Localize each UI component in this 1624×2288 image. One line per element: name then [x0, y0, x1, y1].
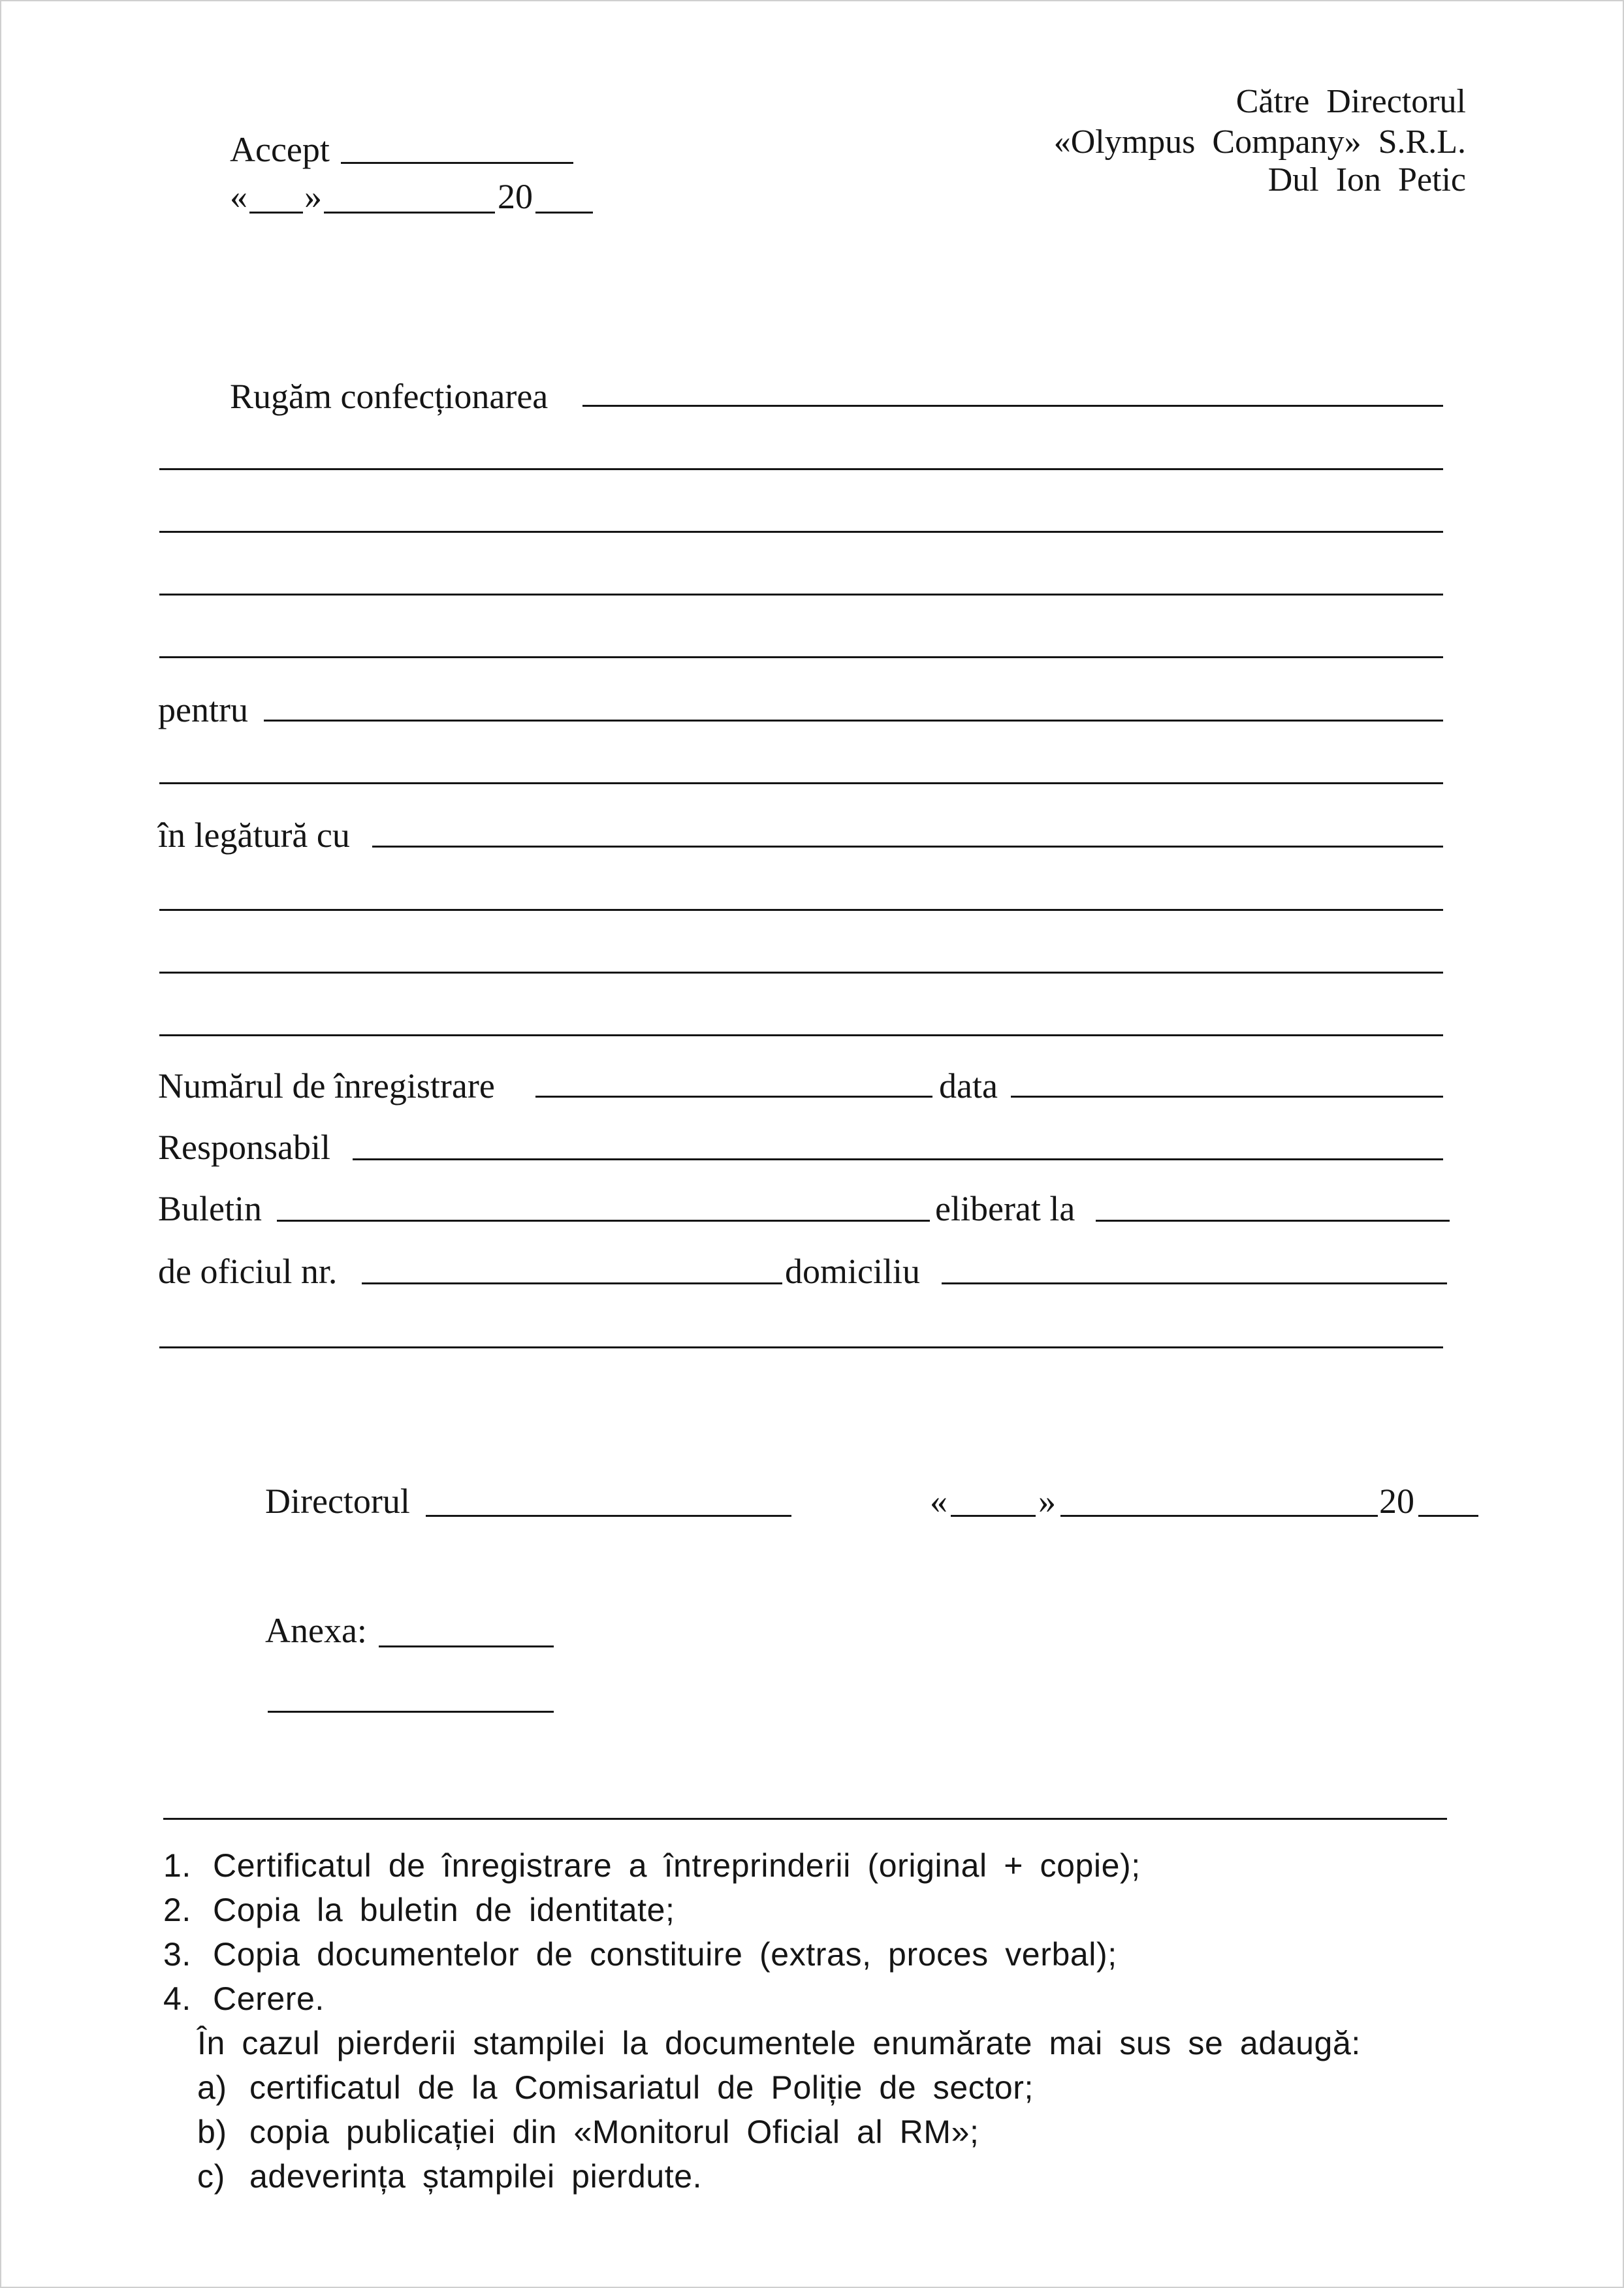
accept-date-close-quote: » — [304, 177, 322, 216]
accept-month-line[interactable] — [324, 212, 495, 214]
request-label: Rugăm confecționarea — [230, 377, 549, 416]
addressee-line-2: «Olympus Company» S.R.L. — [1053, 123, 1466, 161]
requirement-text: Copia documentelor de constituire (extras, proces verbal); — [213, 1936, 1117, 1973]
request-continuation-line[interactable] — [159, 656, 1443, 658]
id-card-label: Buletin — [158, 1189, 262, 1228]
signature-year-prefix: 20 — [1379, 1482, 1414, 1521]
annex-field-line[interactable] — [379, 1645, 554, 1647]
residence-field-line[interactable] — [942, 1282, 1447, 1284]
date-label: data — [939, 1066, 998, 1105]
loss-item-letter: a) — [197, 2069, 227, 2106]
annex-label: Anexa: — [265, 1611, 367, 1650]
responsible-label: Responsabil — [158, 1128, 330, 1167]
request-field-line[interactable] — [582, 405, 1443, 407]
for-field-line[interactable] — [264, 720, 1443, 722]
regarding-label: în legătură cu — [158, 816, 350, 855]
accept-label: Accept — [230, 130, 330, 169]
requirement-number: 4. — [163, 1980, 191, 2017]
requirement-text: Certificatul de înregistrare a întreprinderii (original + copie); — [213, 1847, 1141, 1884]
loss-item-text: adeverința ștampilei pierdute. — [249, 2158, 703, 2195]
annex-continuation-line[interactable] — [268, 1711, 554, 1713]
requirement-number: 1. — [163, 1847, 191, 1884]
accept-year-prefix: 20 — [498, 177, 533, 216]
loss-item-letter: c) — [197, 2158, 225, 2195]
section-divider — [163, 1818, 1447, 1820]
id-card-field-line[interactable] — [277, 1220, 930, 1222]
residence-label: domiciliu — [785, 1252, 920, 1291]
signature-day-line[interactable] — [951, 1515, 1036, 1517]
signature-month-line[interactable] — [1060, 1515, 1378, 1517]
date-field-line[interactable] — [1011, 1096, 1443, 1098]
registration-number-label: Numărul de înregistrare — [158, 1066, 495, 1105]
requirement-number: 2. — [163, 1892, 191, 1928]
registration-number-line[interactable] — [535, 1096, 932, 1098]
request-continuation-line[interactable] — [159, 531, 1443, 533]
for-continuation-line[interactable] — [159, 782, 1443, 784]
for-label: pentru — [158, 690, 248, 729]
signature-year-line[interactable] — [1418, 1515, 1478, 1517]
loss-note: În cazul pierderii stampilei la documentele enumărate mai sus se adaugă: — [197, 2025, 1361, 2061]
office-number-line[interactable] — [362, 1282, 782, 1284]
request-continuation-line[interactable] — [159, 594, 1443, 596]
residence-continuation-line[interactable] — [159, 1346, 1443, 1348]
loss-item-text: copia publicației din «Monitorul Oficial al RM»; — [249, 2114, 979, 2150]
accept-day-line[interactable] — [249, 212, 303, 214]
regarding-continuation-line[interactable] — [159, 972, 1443, 974]
office-number-label: de oficiul nr. — [158, 1252, 338, 1291]
signature-date-open-quote: « — [930, 1482, 947, 1521]
director-signature-line[interactable] — [426, 1515, 791, 1517]
responsible-field-line[interactable] — [353, 1158, 1443, 1160]
loss-item-letter: b) — [197, 2114, 227, 2150]
accept-date-open-quote: « — [230, 177, 247, 216]
loss-item-text: certificatul de la Comisariatul de Poliție de sector; — [249, 2069, 1034, 2106]
requirement-number: 3. — [163, 1936, 191, 1973]
request-continuation-line[interactable] — [159, 468, 1443, 470]
regarding-field-line[interactable] — [372, 846, 1443, 848]
requirement-text: Copia la buletin de identitate; — [213, 1892, 675, 1928]
regarding-continuation-line[interactable] — [159, 909, 1443, 911]
accept-signature-line[interactable] — [341, 162, 573, 164]
director-label: Directorul — [265, 1482, 410, 1521]
signature-date-close-quote: » — [1038, 1482, 1056, 1521]
addressee-line-1: Către Directorul — [1235, 83, 1466, 120]
regarding-continuation-line[interactable] — [159, 1034, 1443, 1036]
requirement-text: Cerere. — [213, 1980, 325, 2017]
issued-field-line[interactable] — [1096, 1220, 1450, 1222]
issued-label: eliberat la — [935, 1189, 1075, 1228]
addressee-line-3: Dul Ion Petic — [1267, 161, 1466, 199]
accept-year-line[interactable] — [535, 212, 593, 214]
